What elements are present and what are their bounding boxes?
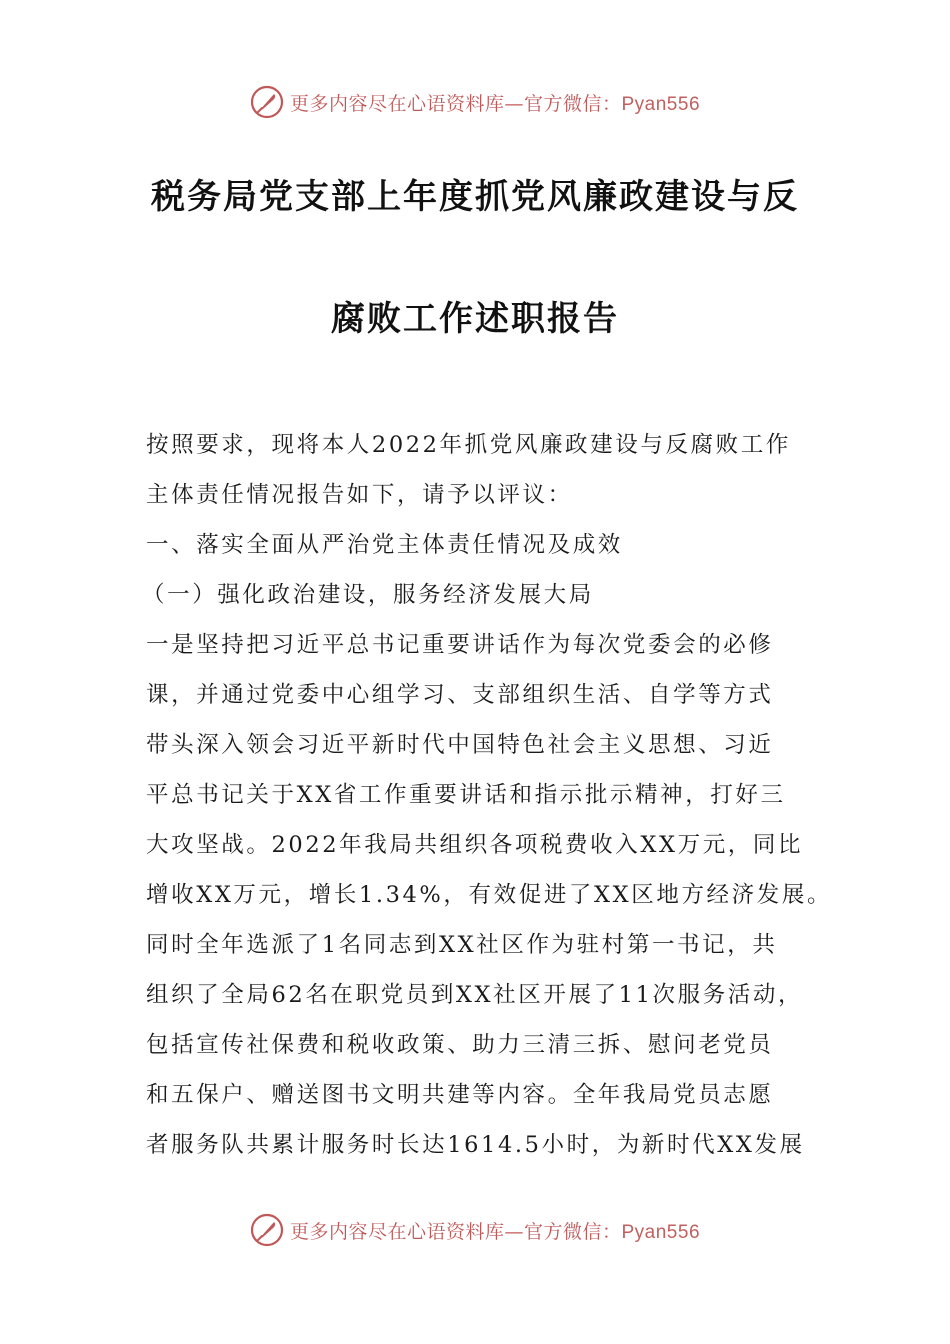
body-line: 同时全年选派了1名同志到XX社区作为驻村第一书记，共 bbox=[146, 932, 778, 958]
section-heading: 一、落实全面从严治党主体责任情况及成效 bbox=[146, 532, 623, 558]
header-banner-label: 更多内容尽在心语资料库—官方微信： bbox=[289, 92, 622, 115]
header-banner bbox=[0, 80, 950, 124]
body-line: 主体责任情况报告如下，请予以评议： bbox=[146, 482, 573, 508]
header-banner-text bbox=[290, 89, 700, 116]
body-line: 增收XX万元，增长1.34%，有效促进了XX区地方经济发展。 bbox=[146, 882, 833, 908]
footer-banner-text bbox=[290, 1217, 700, 1244]
body-line: 组织了全局62名在职党员到XX社区开展了11次服务活动， bbox=[146, 982, 804, 1008]
document-body bbox=[142, 420, 846, 1170]
body-line: 课，并通过党委中心组学习、支部组织生活、自学等方式 bbox=[146, 682, 774, 708]
footer-banner bbox=[0, 1208, 950, 1252]
footer-banner-content bbox=[250, 1213, 700, 1247]
body-line: 和五保户、赠送图书文明共建等内容。全年我局党员志愿 bbox=[146, 1082, 774, 1108]
footer-wechat-id: Pyan556 bbox=[621, 1221, 701, 1243]
body-line: 大攻坚战。2022年我局共组织各项税费收入XX万元，同比 bbox=[146, 832, 804, 858]
quill-logo-icon bbox=[250, 85, 284, 119]
subsection-heading: （一）强化政治建设，服务经济发展大局 bbox=[142, 582, 594, 608]
body-line: 平总书记关于XX省工作重要讲话和指示批示精神，打好三 bbox=[146, 782, 786, 808]
body-line: 包括宣传社保费和税收政策、助力三清三拆、慰问老党员 bbox=[146, 1032, 774, 1058]
body-line: 一是坚持把习近平总书记重要讲话作为每次党委会的必修 bbox=[146, 632, 774, 658]
footer-banner-label: 更多内容尽在心语资料库—官方微信： bbox=[289, 1220, 622, 1243]
header-wechat-id: Pyan556 bbox=[621, 93, 701, 115]
quill-logo-icon bbox=[250, 1213, 284, 1247]
body-line: 按照要求，现将本人2022年抓党风廉政建设与反腐败工作 bbox=[146, 432, 791, 458]
document-title-line-1: 税务局党支部上年度抓党风廉政建设与反 bbox=[151, 177, 799, 217]
header-banner-content bbox=[250, 85, 700, 119]
body-line: 者服务队共累计服务时长达1614.5小时，为新时代XX发展 bbox=[146, 1132, 805, 1158]
document-title-line-2: 腐败工作述职报告 bbox=[331, 299, 619, 339]
body-line: 带头深入领会习近平新时代中国特色社会主义思想、习近 bbox=[146, 732, 774, 758]
